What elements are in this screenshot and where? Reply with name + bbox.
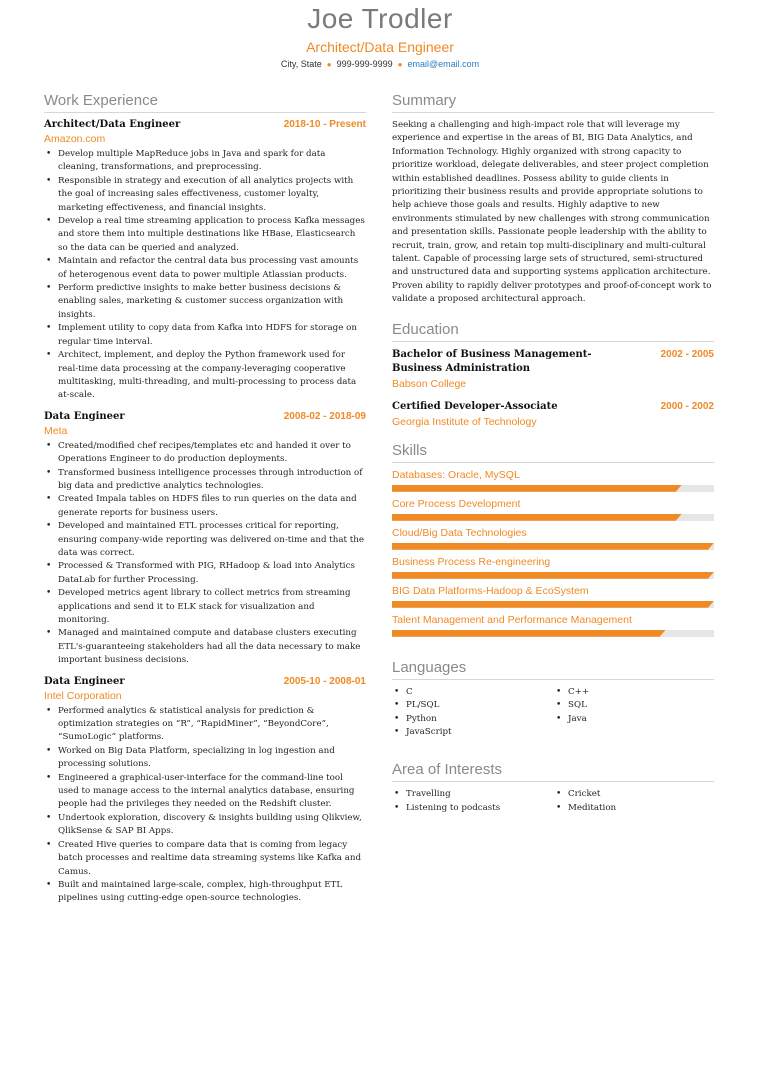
skill-entry xyxy=(392,556,714,579)
languages-col-2 xyxy=(554,686,704,740)
bullet-item: • Implement utility to copy data from Kafka into HDFS for storage on regular time interval. xyxy=(44,322,366,349)
bullet-item: • Perform predictive insights to make better business decisions & enabling sales, marketing & customer success organization with insights. xyxy=(44,282,366,322)
summary-heading: Summary xyxy=(392,92,714,113)
bullet-item: • Developed and maintained ETL processes critical for reporting, ensuring company-wide reporting was delivered on-time and that the data was correct. xyxy=(44,520,366,560)
phone: 999-999-9999 xyxy=(336,59,393,69)
skill-bar xyxy=(392,601,714,608)
education-header xyxy=(392,400,714,414)
bullet-item: • Created Impala tables on HDFS files to run queries on the data and generate reports for business users. xyxy=(44,493,366,520)
skills-list xyxy=(392,469,714,637)
skill-bar-fill xyxy=(392,485,682,492)
bullet-item: • Built and maintained large-scale, complex, high-throughput ETL pipelines using cutting-edge open-source technologies. xyxy=(44,879,366,906)
skill-bar xyxy=(392,485,714,492)
languages-col-1 xyxy=(392,686,554,740)
bullet-item: • Managed and maintained compute and database clusters executing ETL's-guaranteeing stakeholders had all the data necessary to make important business decisions. xyxy=(44,627,366,667)
skill-bar-fill xyxy=(392,601,714,608)
location: City, State xyxy=(280,59,322,69)
language-item: • Java xyxy=(554,713,704,726)
education-header xyxy=(392,348,714,376)
job-entry xyxy=(44,676,366,906)
job-header xyxy=(44,411,366,422)
skill-entry xyxy=(392,585,714,608)
job-date: 2008-02 - 2018-09 xyxy=(283,410,366,422)
skills-heading: Skills xyxy=(392,442,714,463)
skill-bar-fill xyxy=(392,543,714,550)
job-date: 2005-10 - 2008-01 xyxy=(283,675,366,687)
interest-item: • Travelling xyxy=(392,788,554,801)
interests-heading: Area of Interests xyxy=(392,761,714,782)
candidate-name: Joe Trodler xyxy=(307,3,453,34)
bullet-item: • Undertook exploration, discovery & insights building using Qlikview, QlikSense & SAP BI Apps. xyxy=(44,812,366,839)
skill-entry xyxy=(392,614,714,637)
languages-heading: Languages xyxy=(392,659,714,680)
right-column xyxy=(392,92,714,837)
summary-text: Seeking a challenging and high-impact role that will leverage my experience and expertise in the areas of BI, BIG Data Analytics, and Information Technology. Highly organized with strong capacity to prioritize workload, delegate deliverables, and steer project completion within established deadlines. Possess ability to guide clients in prioritizing their business results and provide appropriate solutions to help achieve those goals and results. Highly adaptive to new environments stimulated by new challenges with strong communication and presentation skills. Passionate people leadership with the ability to recruit, train, grow, and retain top multi-disciplinary and multi-cultural talent. Capable of processing large sets of structured, semi-structured and unstructured data and supporting systems application architecture. Proven ability to rapidly deliver prototypes and proof-of-concept work to validate a proposed architectural approach. xyxy=(392,120,712,305)
language-item: • C xyxy=(392,686,554,699)
left-column xyxy=(44,92,366,914)
separator-dot: ● xyxy=(397,60,403,69)
job-header xyxy=(44,119,366,130)
company-name: Meta xyxy=(44,424,68,437)
job-bullets xyxy=(44,148,366,403)
company-name: Amazon.com xyxy=(44,133,106,145)
job-entry xyxy=(44,119,366,403)
skill-bar xyxy=(392,514,714,521)
email-link[interactable]: email@email.com xyxy=(407,59,480,69)
interests-list xyxy=(392,788,714,815)
languages-list xyxy=(392,686,714,740)
skill-name: Core Process Development xyxy=(392,497,521,510)
school-name: Babson College xyxy=(392,377,467,390)
education-heading: Education xyxy=(392,321,714,342)
skill-bar xyxy=(392,630,714,637)
contact-line xyxy=(0,59,760,69)
language-item: • C++ xyxy=(554,686,704,699)
degree: Certified Developer-Associate xyxy=(392,400,558,412)
job-bullets xyxy=(44,705,366,906)
skill-bar-fill xyxy=(392,572,714,579)
language-item: • JavaScript xyxy=(392,726,554,739)
skill-bar xyxy=(392,543,714,550)
job-title: Data Engineer xyxy=(44,675,125,687)
bullet-item: • Develop a real time streaming application to process Kafka messages and store them into multiple destinations like HBase, Elasticsearch so the data can be queried and analyzed. xyxy=(44,215,366,255)
interests-col-2 xyxy=(554,788,704,815)
separator-dot: ● xyxy=(326,60,332,69)
school-name: Georgia Institute of Technology xyxy=(392,415,537,428)
skill-bar xyxy=(392,572,714,579)
degree: Bachelor of Business Management-Business Administration xyxy=(392,348,592,374)
education-entry xyxy=(392,400,714,428)
resume-header xyxy=(0,0,760,69)
language-item: • Python xyxy=(392,713,554,726)
candidate-title: Architect/Data Engineer xyxy=(306,39,454,55)
skill-name: Business Process Re-engineering xyxy=(392,555,551,568)
bullet-item: • Transformed business intelligence processes through introduction of big data and predictive analytics technologies. xyxy=(44,467,366,494)
education-date: 2002 - 2005 xyxy=(660,348,714,360)
bullet-item: • Engineered a graphical-user-interface for the command-line tool used to manage access to the internal analytics database, ensuring people had the privileges they needed on the Redshift cluster. xyxy=(44,772,366,812)
education-list xyxy=(392,348,714,428)
job-header xyxy=(44,676,366,687)
bullet-item: • Maintain and refactor the central data bus processing vast amounts of heterogenous event data to power multiple Atlassian products. xyxy=(44,255,366,282)
job-date: 2018-10 - Present xyxy=(283,119,366,130)
bullet-item: • Created Hive queries to compare data that is coming from legacy batch processes and realtime data streaming systems like Kafka and Camus. xyxy=(44,839,366,879)
skill-bar-fill xyxy=(392,630,666,637)
company-name: Intel Corporation xyxy=(44,689,122,702)
bullet-item: • Develop multiple MapReduce jobs in Java and spark for data cleaning, transformations, and preprocessing. xyxy=(44,148,366,175)
language-item: • SQL xyxy=(554,699,704,712)
skill-name: Cloud/Big Data Technologies xyxy=(392,526,527,539)
bullet-item: • Worked on Big Data Platform, specializing in log ingestion and processing solutions. xyxy=(44,745,366,772)
bullet-item: • Performed analytics & statistical analysis for prediction & optimization strategies on “R”, “RapidMiner”, “BeyondCore”, “SumoLogic” platforms. xyxy=(44,705,366,745)
skill-entry xyxy=(392,498,714,521)
education-entry xyxy=(392,348,714,390)
skill-name: Databases: Oracle, MySQL xyxy=(392,468,520,481)
interest-item: • Listening to podcasts xyxy=(392,802,554,815)
bullet-item: • Created/modified chef recipes/templates etc and handed it over to Operations Engineer to do production deployments. xyxy=(44,440,366,467)
jobs-list xyxy=(44,119,366,906)
skill-bar-fill xyxy=(392,514,682,521)
language-item: • PL/SQL xyxy=(392,699,554,712)
skill-name: BIG Data Platforms-Hadoop & EcoSystem xyxy=(392,584,589,597)
work-experience-heading: Work Experience xyxy=(44,92,366,113)
bullet-item: • Architect, implement, and deploy the Python framework used for real-time data processing at the company-leveraging cooperative multitasking, multi-threading, and multi-processing to process data at-scale. xyxy=(44,349,366,403)
interest-item: • Meditation xyxy=(554,802,704,815)
skill-entry xyxy=(392,469,714,492)
bullet-item: • Processed & Transformed with PIG, RHadoop & load into Analytics DataLab for further Processing. xyxy=(44,560,366,587)
bullet-item: • Developed metrics agent library to collect metrics from streaming applications and send it to ELK stack for visualization and monitoring. xyxy=(44,587,366,627)
interest-item: • Cricket xyxy=(554,788,704,801)
bullet-item: • Responsible in strategy and execution of all analytics projects with the goal of increasing sales effectiveness, customer loyalty, marketing effectiveness, and financial insights. xyxy=(44,175,366,215)
skill-entry xyxy=(392,527,714,550)
job-title: Architect/Data Engineer xyxy=(44,119,181,130)
education-date: 2000 - 2002 xyxy=(660,400,714,412)
job-entry xyxy=(44,411,366,668)
skill-name: Talent Management and Performance Management xyxy=(392,613,632,626)
interests-col-1 xyxy=(392,788,554,815)
job-bullets xyxy=(44,440,366,668)
job-title: Data Engineer xyxy=(44,410,125,422)
